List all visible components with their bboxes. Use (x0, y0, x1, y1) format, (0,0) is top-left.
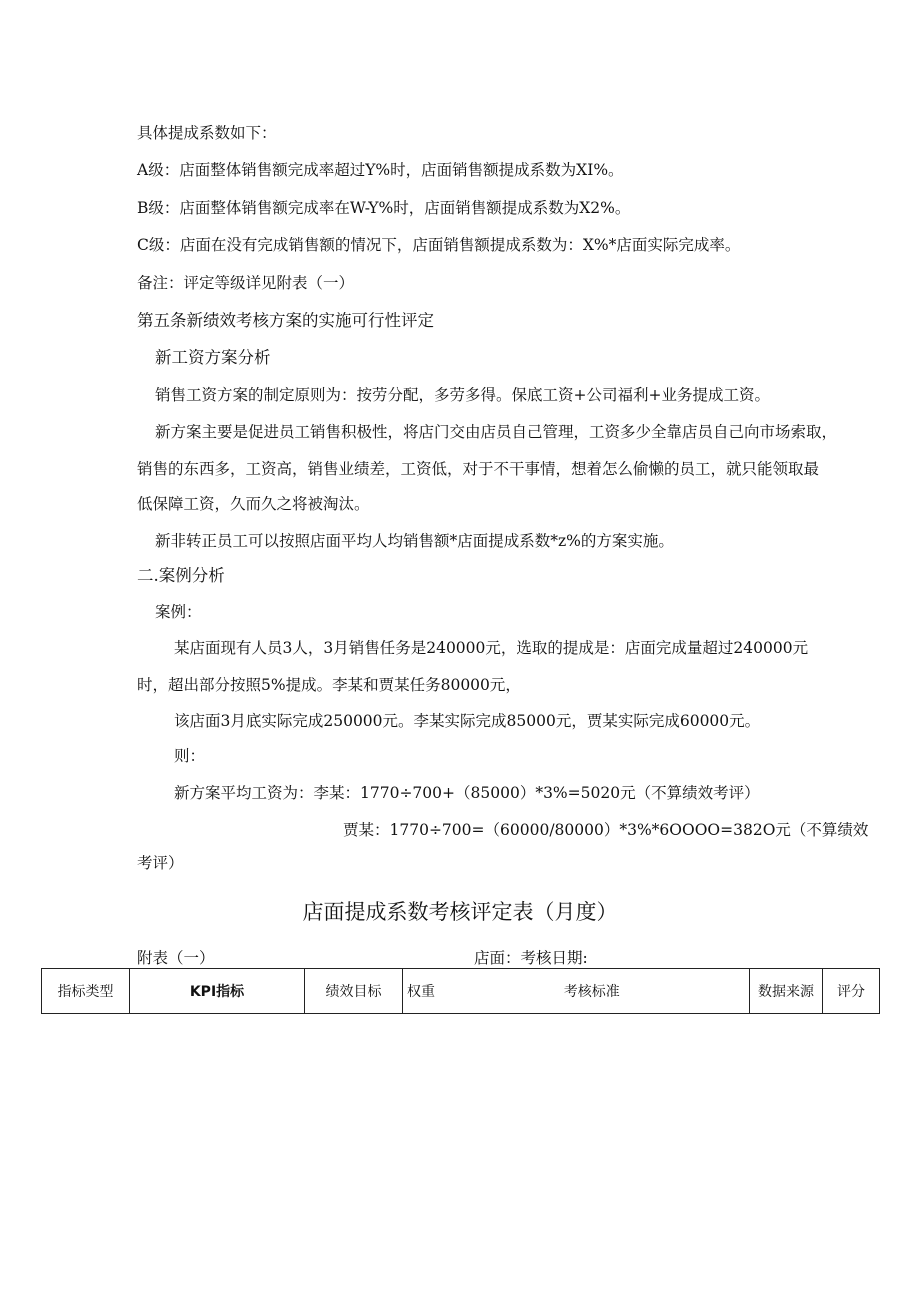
grade-a-rule: A级：店面整体销售额完成率超过Y%时，店面销售额提成系数为XI%。 (137, 161, 624, 179)
header-assessment-standard: 考核标准 (435, 969, 750, 1014)
grade-c-rule: C级：店面在没有完成销售额的情况下，店面销售额提成系数为：X%*店面实际完成率。 (137, 236, 741, 254)
plan-description-line-2: 销售的东西多，工资高，销售业绩差，工资低，对于不干事情，想着怎么偷懒的员工，就只能领取最 (137, 460, 820, 478)
article-five-heading: 第五条新绩效考核方案的实施可行性评定 (137, 311, 434, 330)
header-performance-target: 绩效目标 (305, 969, 403, 1014)
case-calc-jia: 贾某：1770÷700=（60000/80000）*3%*6OOOO=382O元（不算绩效 (343, 821, 869, 839)
plan-description-line-1: 新方案主要是促进员工销售积极性，将店门交由店员自己管理，工资多少全靠店员自己向市场索取， (155, 423, 838, 441)
kpi-table (41, 968, 880, 1014)
plan-description-line-3: 低保障工资，久而久之将被淘汰。 (137, 495, 370, 513)
salary-principle: 销售工资方案的制定原则为：按劳分配，多劳多得。保底工资+公司福利+业务提成工资。 (155, 386, 770, 404)
case-label: 案例： (155, 603, 202, 621)
case-calc-jia-continued: 考评） (137, 854, 184, 872)
header-indicator-type: 指标类型 (42, 969, 130, 1014)
header-kpi: KPI指标 (130, 969, 305, 1014)
header-score: 评分 (823, 969, 880, 1014)
case-then: 则： (174, 747, 206, 765)
case-line-1: 某店面现有人员3人，3月销售任务是240000元，选取的提成是：店面完成量超过240000元 (174, 639, 809, 657)
section-heading-case-analysis: 二.案例分析 (137, 566, 225, 585)
table-header-row (42, 969, 880, 1014)
case-calc-li: 新方案平均工资为：李某：1770÷700+（85000）*3%=5020元（不算绩效考评） (174, 784, 760, 802)
header-weight: 权重 (403, 969, 435, 1014)
case-line-3: 该店面3月底实际完成250000元。李某实际完成85000元，贾某实际完成60000元。 (174, 712, 761, 730)
appendix-label: 附表（一） (137, 949, 215, 967)
case-line-2: 时，超出部分按照5%提成。李某和贾某任务80000元， (137, 676, 521, 694)
header-data-source: 数据来源 (750, 969, 823, 1014)
remark-note: 备注：评定等级详见附表（一） (137, 274, 355, 292)
coefficient-intro: 具体提成系数如下： (137, 124, 277, 142)
table-title: 店面提成系数考核评定表（月度） (302, 900, 618, 924)
grade-b-rule: B级：店面整体销售额完成率在W-Y%时，店面销售额提成系数为X2%。 (137, 199, 631, 217)
store-date-label: 店面：考核日期: (474, 949, 588, 967)
section-heading-salary-analysis: 新工资方案分析 (155, 348, 271, 367)
probation-staff-plan: 新非转正员工可以按照店面平均人均销售额*店面提成系数*z%的方案实施。 (155, 532, 674, 550)
